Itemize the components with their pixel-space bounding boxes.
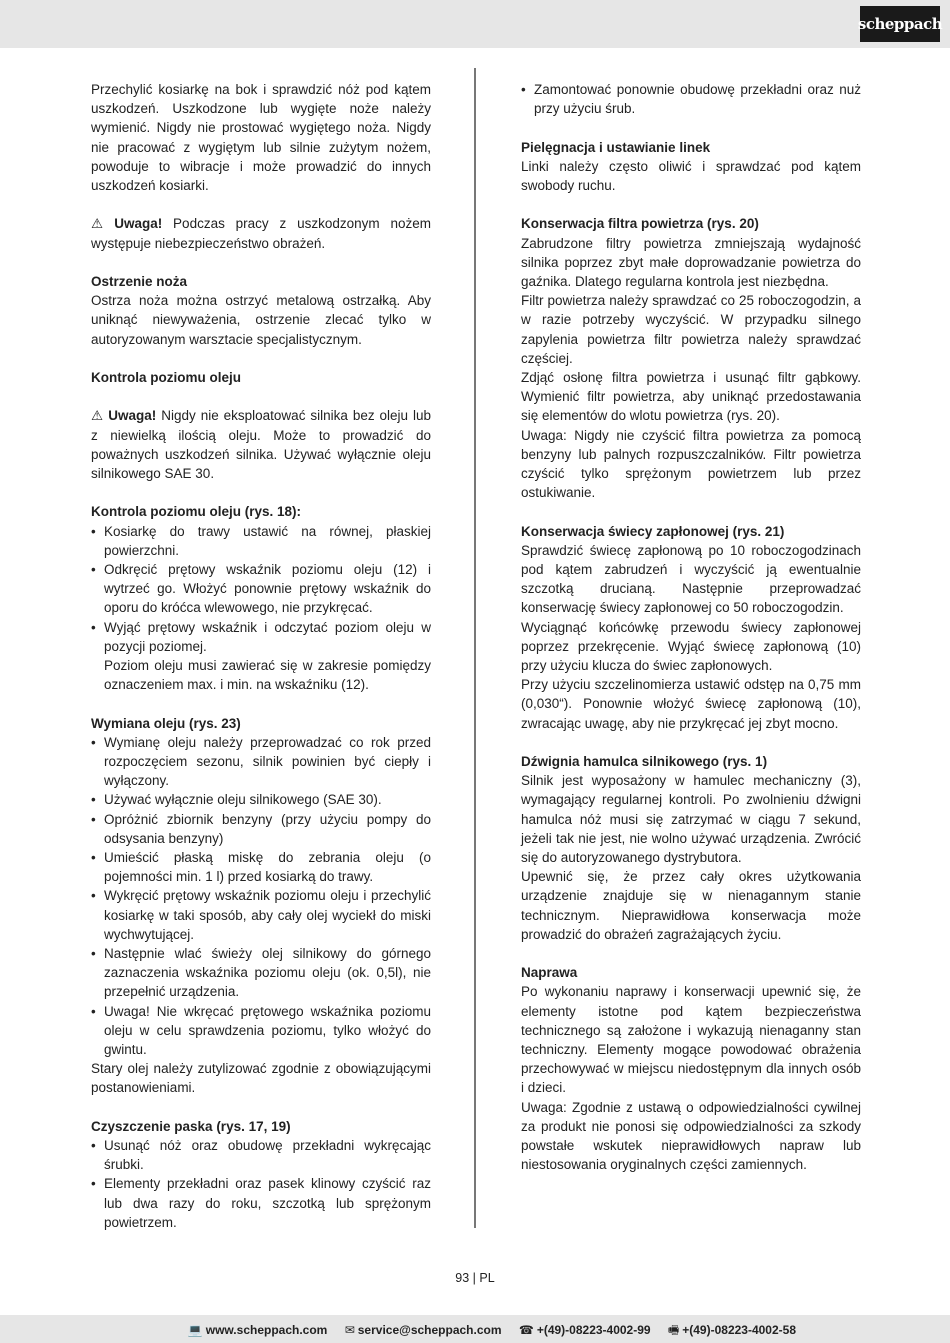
paragraph: Zdjąć osłonę filtra powietrza i usunąć filtr gąbkowy. Wymienić filtr powietrza, aby uniknąć przedostawania się elementów do wlotu powietrza (rys. 20). — [521, 370, 861, 424]
header-bar — [0, 0, 950, 48]
bullet-list — [91, 1136, 431, 1232]
paragraph: Uwaga: Zgodnie z ustawą o odpowiedzialności cywilnej za produkt nie ponosi się odpowiedzialności za szkody powstałe wskutek nieprawidłowych napraw lub niestosowania oryginalnych części zamiennych. — [521, 1099, 861, 1173]
paragraph: Stary olej należy zutylizować zgodnie z obowiązującymi postanowieniami. — [91, 1061, 431, 1096]
email-text: service@scheppach.com — [357, 1323, 502, 1337]
computer-icon: 💻 — [187, 1323, 203, 1337]
paragraph: Przechylić kosiarkę na bok i sprawdzić nóż pod kątem uszkodzeń. Uszkodzone lub wygięte noże należy wymienić. Nigdy nie prostować wygiętego noża. Nigdy nie pracować z wygiętym lub silnie zużytym nożem, powoduje to wibracje i może prowadzić do innych uszkodzeń kosiarki. — [91, 82, 431, 194]
website-text: www.scheppach.com — [205, 1323, 328, 1337]
page-number: 93 | PL — [455, 1271, 495, 1285]
mail-icon: ✉ — [344, 1323, 355, 1337]
section-heading: Kontrola poziomu oleju — [91, 370, 241, 385]
left-column — [91, 80, 431, 1232]
list-item: • Zamontować ponownie obudowę przekładni oraz nuż przy użyciu śrub. — [521, 80, 861, 118]
paragraph: Wyciągnąć końcówkę przewodu świecy zapłonowej poprzez przekręcenie. Wyjąć świecę zapłonową (10) przy użyciu klucza do świec zapłonowych. — [521, 619, 861, 674]
brand-logo: scheppach — [860, 6, 940, 42]
fax-text: +(49)-08223-4002-58 — [682, 1323, 796, 1337]
list-item: • Usunąć nóż oraz obudowę przekładni wykręcając śrubki. — [91, 1136, 431, 1174]
section-heading: Ostrzenie noża — [91, 274, 188, 289]
column-divider — [474, 68, 476, 1228]
section-heading: Czyszczenie paska (rys. 17, 19) — [91, 1118, 291, 1134]
paragraph: Uwaga: Nigdy nie czyścić filtra powietrza za pomocą benzyny lub palnych rozpuszczalników. Filtr powietrza czyścić tylko sprężonym powietrzem lub przez ostukiwanie. — [521, 427, 861, 501]
warning-paragraph — [91, 406, 431, 483]
warning-paragraph — [91, 214, 431, 252]
warning-icon: ⚠ — [91, 216, 111, 232]
footer-contacts — [174, 1321, 796, 1342]
paragraph: Zabrudzone filtry powietrza zmniejszają wydajność silnika poprzez zbyt małe doprowadzanie powietrza do gaźnika. Dlatego regularna kontrola jest niezbędna. — [521, 235, 861, 289]
section-heading: Kontrola poziomu oleju (rys. 18): — [91, 504, 302, 520]
section-heading: Wymiana oleju (rys. 23) — [91, 715, 241, 731]
bullet-list — [91, 522, 431, 656]
list-note: Poziom oleju musi zawierać się w zakresie pomiędzy oznaczeniem max. i min. na wskaźniku (12). — [104, 658, 431, 693]
section-heading: Konserwacja filtra powietrza (rys. 20) — [521, 216, 759, 232]
paragraph: Filtr powietrza należy sprawdzać co 25 roboczogodzin, a w razie potrzeby wyczyścić. W przypadku silnego zapylenia powietrza filtr powietrza należy sprawdzać częściej. — [521, 293, 861, 366]
list-item: • Kosiarkę do trawy ustawić na równej, płaskiej powierzchni. — [91, 522, 431, 560]
list-item: • Następnie wlać świeży olej silnikowy do górnego zaznaczenia wskaźnika poziomu oleju (ok. 0,5l), nie przepełnić urządzenia. — [91, 944, 431, 1002]
right-column — [521, 80, 861, 1175]
section-heading: Dźwignia hamulca silnikowego (rys. 1) — [521, 754, 768, 770]
list-item: • Wyjąć prętowy wskaźnik i odczytać poziom oleju w pozycji poziomej. — [91, 618, 431, 656]
paragraph: Silnik jest wyposażony w hamulec mechaniczny (3), wymagający regularnej kontroli. Po zwolnieniu dźwigni hamulca nóż musi się zatrzymać w ciągu 7 sekund, jeżeli tak nie jest, nie wolno używać urządzenia. Zwrócić się do autoryzowanego dystrybutora. — [521, 773, 861, 866]
list-item: • Uwaga! Nie wkręcać prętowego wskaźnika poziomu oleju w celu sprawdzenia poziomu, tylko włożyć do gwintu. — [91, 1002, 431, 1060]
footer-email[interactable] — [345, 1323, 502, 1337]
phone-text: +(49)-08223-4002-99 — [536, 1323, 651, 1337]
footer-fax — [668, 1323, 796, 1337]
list-item: • Umieścić płaską miskę do zebrania oleju (o pojemności min. 1 l) przed kosiarką do trawy. — [91, 848, 431, 886]
phone-icon: ☎ — [518, 1323, 534, 1337]
list-item: • Wykręcić prętowy wskaźnik poziomu oleju i przechylić kosiarkę w taki sposób, aby cały olej wyciekł do miski wychwytującej. — [91, 886, 431, 944]
paragraph: Linki należy często oliwić i sprawdzać pod kątem swobody ruchu. — [521, 158, 861, 193]
warning-text: Nigdy nie eksploatować silnika bez oleju lub z niewielką ilością oleju. Może to prowadzić do poważnych uszkodzeń silnika. Używać wyłącznie oleju silnikowego SAE 30. — [91, 408, 431, 481]
paragraph: Upewnić się, że przez cały okres użytkowania urządzenie znajduje się w nienagannym stanie technicznym. Nieprawidłowa konserwacja może prowadzić do obrażeń zagrażających życiu. — [521, 869, 861, 942]
list-item: • Opróżnić zbiornik benzyny (przy użyciu pompy do odsysania benzyny) — [91, 810, 431, 848]
warning-text: Podczas pracy z uszkodzonym nożem występuje niebezpieczeństwo obrażeń. — [91, 216, 431, 251]
list-item: • Używać wyłącznie oleju silnikowego (SAE 30). — [91, 790, 431, 809]
footer-phone — [519, 1323, 651, 1337]
bullet-list — [91, 733, 431, 1059]
paragraph: Po wykonaniu naprawy i konserwacji upewnić się, że elementy istotne pod kątem bezpieczeństwa technicznego są założone i wykazują nienaganny stan techniczny. Elementy mogące powodować obrażenia przechowywać w miejscu niedostępnym dla innych osób i dzieci. — [521, 984, 861, 1096]
footer-bar — [0, 1315, 950, 1343]
section-heading: Pielęgnacja i ustawianie linek — [521, 139, 711, 155]
paragraph: Sprawdzić świecę zapłonową po 10 roboczogodzinach pod kątem zabrudzeń i wyczyścić ją ewentualnie szczotką drucianą. Następnie przeprowadzać konserwację świecy zapłonowej co 50 roboczogodzin. — [521, 542, 861, 616]
paragraph: Przy użyciu szczelinomierza ustawić odstęp na 0,75 mm (0,030“). Ponownie włożyć świecę zapłonową (10), zwracając uwagę, aby nie przykręcać jej zbyt mocno. — [521, 677, 861, 731]
section-heading: Naprawa — [521, 965, 578, 981]
footer-website[interactable] — [188, 1323, 328, 1337]
warning-icon: ⚠ — [91, 408, 105, 424]
section-heading: Konserwacja świecy zapłonowej (rys. 21) — [521, 523, 785, 539]
warning-label: Uwaga! — [114, 216, 163, 232]
list-item: • Wymianę oleju należy przeprowadzać co rok przed rozpoczęciem sezonu, silnik powinien być ciepły i wyłączony. — [91, 733, 431, 791]
fax-icon: 🖷 — [667, 1323, 680, 1337]
warning-label: Uwaga! — [108, 408, 157, 424]
list-item: • Odkręcić prętowy wskaźnik poziomu oleju (12) i wytrzeć go. Włożyć ponownie prętowy wskaźnik do oporu do króćca wlewowego, nie przykręcać. — [91, 560, 431, 618]
list-item: • Elementy przekładni oraz pasek klinowy czyścić raz lub dwa razy do roku, szczotką lub sprężonym powietrzem. — [91, 1174, 431, 1232]
paragraph: Ostrza noża można ostrzyć metalową ostrzałką. Aby uniknąć niewyważenia, ostrzenie zlecać tylko w autoryzowanym warsztacie specjalistycznym. — [91, 293, 431, 347]
bullet-list — [521, 80, 861, 118]
